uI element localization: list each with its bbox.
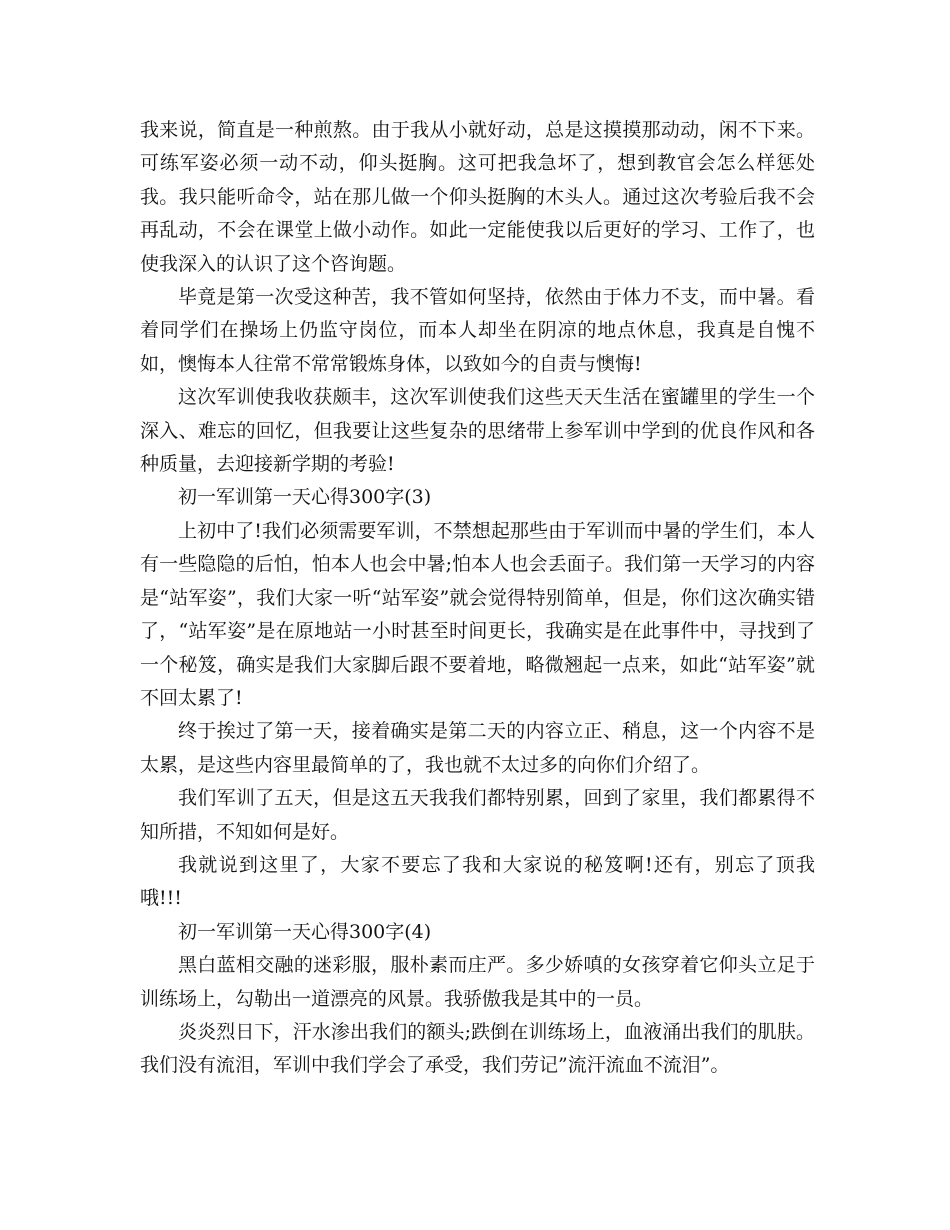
paragraph: 毕竟是第一次受这种苦，我不管如何坚持，依然由于体力不支，而中暑。看着同学们在操场上仍监守岗位，而本人却坐在阴凉的地点休息，我真是自愧不如，懊悔本人往常不常常锻炼身体，以致如今的自责与懊悔! bbox=[140, 286, 815, 375]
paragraph: 我就说到这里了，大家不要忘了我和大家说的秘笈啊!还有，别忘了顶我哦!!! bbox=[140, 853, 815, 910]
paragraph: 上初中了!我们必须需要军训，不禁想起那些由于军训而中暑的学生们，本人有一些隐隐的后怕，怕本人也会中暑;怕本人也会丢面子。我们第一天学习的内容是“站军姿”，我们大家一听“站军姿”就会觉得特别简单，但是，你们这次确实错了，“站军姿”是在原地站一小时甚至时间更长，我确实是在此事件中，寻找到了一个秘笈，确实是我们大家脚后跟不要着地，略微翘起一点来，如此“站军姿”就不回太累了! bbox=[140, 519, 815, 709]
document-body bbox=[140, 114, 815, 1083]
paragraph: 终于挨过了第一天，接着确实是第二天的内容立正、稍息，这一个内容不是太累，是这些内容里最简单的了，我也就不太过多的向你们介绍了。 bbox=[140, 720, 815, 776]
paragraph: 炎炎烈日下，汗水渗出我们的额头;跌倒在训练场上，血液涌出我们的肌肤。我们没有流泪，军训中我们学会了承受，我们劳记”流汗流血不流泪”。 bbox=[140, 1020, 815, 1077]
paragraph: 黑白蓝相交融的迷彩服，服朴素而庄严。多少娇嗔的女孩穿着它仰头立足于训练场上，勾勒出一道漂亮的风景。我骄傲我是其中的一员。 bbox=[140, 954, 815, 1010]
section-heading: 初一军训第一天心得300字(3) bbox=[178, 486, 432, 509]
paragraph: 我们军训了五天，但是这五天我我们都特别累，回到了家里，我们都累得不知所措，不知如何是好。 bbox=[140, 787, 815, 843]
section-heading: 初一军训第一天心得300字(4) bbox=[178, 920, 432, 943]
paragraph: 这次军训使我收获颇丰，这次军训使我们这些天天生活在蜜罐里的学生一个深入、难忘的回忆，但我要让这些复杂的思绪带上参军训中学到的优良作风和各种质量，去迎接新学期的考验! bbox=[140, 386, 815, 476]
paragraph-continued: 我来说，简直是一种煎熬。由于我从小就好动，总是这摸摸那动动，闲不下来。可练军姿必须一动不动，仰头挺胸。这可把我急坏了，想到教官会怎么样惩处我。我只能听命令，站在那儿做一个仰头挺胸的木头人。通过这次考验后我不会再乱动，不会在课堂上做小动作。如此一定能使我以后更好的学习、工作了，也使我深入的认识了这个咨询题。 bbox=[140, 119, 815, 275]
